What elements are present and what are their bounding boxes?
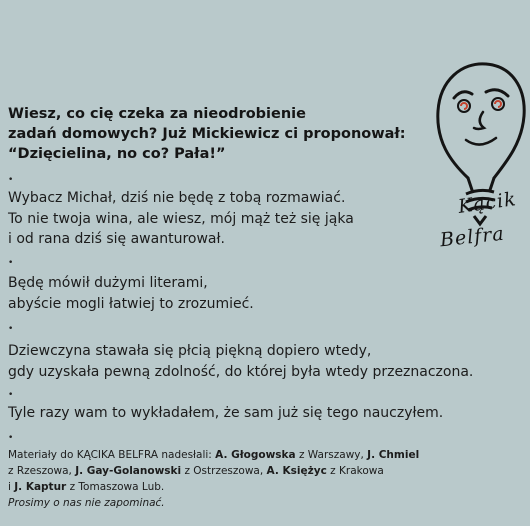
logo-title-line2: Belfra [439, 222, 506, 252]
quote-paragraph [8, 403, 444, 424]
quote-line: Dziewczyna stawała się płcią piękną dopiero wtedy, [8, 343, 372, 359]
intro-line: Wiesz, co cię czeka za nieodrobienie [8, 106, 306, 122]
credit-town: z Rzeszowa, [8, 465, 76, 477]
quote-paragraph [8, 273, 438, 314]
credit-town: z Ostrzeszowa, [181, 465, 267, 477]
bullet-separator: • [8, 390, 14, 400]
credits [8, 447, 468, 511]
quote-line: abyście mogli łatwiej to zrozumieć. [8, 295, 254, 312]
credit-name: A. Głogowska [215, 449, 296, 461]
credit-name: A. Księżyc [266, 465, 327, 477]
quote-line: Wybacz Michał, dziś nie będę z tobą rozmawiać. [8, 190, 346, 206]
credit-town: z Warszawy, [295, 449, 368, 461]
quote-paragraph [8, 188, 438, 250]
credit-name: J. Chmiel [367, 449, 420, 461]
bullet-separator: • [8, 175, 14, 185]
bullet-separator: • [8, 433, 14, 443]
credits-intro: Materiały do KĄCIKA BELFRA nadesłali: [8, 449, 216, 461]
bullet-separator: • [8, 258, 14, 268]
quote-line: i od rana dziś się awanturował. [8, 231, 225, 247]
logo-title-line1: Kącik [456, 188, 519, 218]
credits-line [8, 463, 468, 479]
intro-line: “Dzięcielina, no co? Pała!” [8, 146, 226, 162]
quote-line: Tyle razy wam to wykładałem, że sam już się tego nauczyłem. [8, 405, 444, 421]
credits-line [8, 447, 468, 463]
credit-town: z Krakowa [326, 465, 384, 477]
credit-name: J. Kaptur [14, 481, 67, 493]
bullet-separator: • [8, 324, 14, 334]
credits-closing: Prosimy o nas nie zapominać. [8, 497, 165, 509]
credit-town: z Tomaszowa Lub. [66, 481, 165, 493]
quote-paragraph [8, 341, 474, 382]
credit-town: i [8, 481, 15, 493]
quote-line: gdy uzyskała pewną zdolność, do której była wtedy przeznaczona. [8, 363, 474, 380]
credits-line [8, 479, 468, 495]
intro-line: zadań domowych? Już Mickiewicz ci proponował: [8, 126, 406, 142]
credit-name: J. Gay-Golanowski [75, 465, 182, 477]
quote-line: To nie twoja wina, ale wiesz, mój mąż też się jąka [8, 210, 354, 227]
intro-heading [8, 104, 428, 164]
quote-line: Będę mówił dużymi literami, [8, 275, 208, 291]
